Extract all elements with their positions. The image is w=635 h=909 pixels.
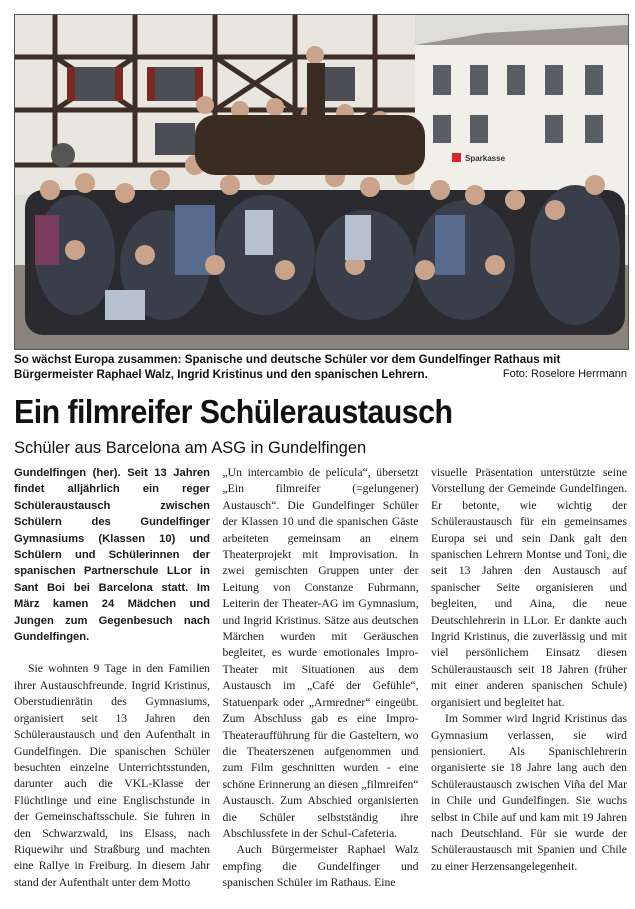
photo-caption <box>14 352 627 382</box>
article-column-1 <box>14 465 210 903</box>
article-paragraph-1: Sie wohnten 9 Tage in den Familien ihrer Austauschfreunde. Ingrid Kristinus, Oberstudienrätin des Gymnasiums, organisiert seit 13 Jahren den Schüleraustausch und den Aufenthalt in Gundelfingen. Die spanischen Schüler besuchten einzelne Unterrichtsstunden, darunter auch die VKL-Klasse der Flüchtlinge und eine Englischstunde in der Gemeinschaftsschule. Sie fuhren in den Schwarzwald, ins Elsass, nach Riquewihr und Straßburg und machten eine Rallye in Freiburg. In diesem Jahr stand der Aufenthalt unter dem Motto <box>14 662 210 889</box>
caption-text: So wächst Europa zusammen: Spanische und deutsche Schüler vor dem Gundelfinger Rathaus mit Bürgermeister Raphael Walz, Ingrid Kristinus und den spanischen Lehrern. <box>14 353 561 381</box>
article-paragraph-3: Im Sommer wird Ingrid Kristinus das Gymnasium verlassen, sie wird pensioniert. Als Spanischlehrerin organisierte sie 18 Jahre lang auch den Schüleraustausch zwischen Viña del Mar in Chile und Gundelfingen. Sie wuchs selbst in Chile auf und kam mit 19 Jahren nach Deutschland. Für sie wurde der Schüleraustausch mit Spanien und Chile zu einer Herzensangelegenheit. <box>431 712 627 873</box>
sparkasse-sign: Sparkasse <box>465 154 506 163</box>
article-paragraph-2: Auch Bürgermeister Raphael Walz empfing die Gundelfinger und spanischen Schüler im Rathaus. Eine <box>222 843 419 890</box>
article-body <box>14 465 627 903</box>
article-paragraph-1-cont: „Un intercambio de película“, übersetzt „Ein filmreifer (=gelungener) Austausch“. Die Gundelfinger Schüler der Klassen 10 und die spanischen Gäste arbeiteten gemeinsam an einem Theaterprojekt mit Improvisation. In zwei gemischten Gruppen unter der Leitung von Constanze Fuhrmann, Leiterin der Theater-AG im Gymnasium, und Ingrid Kristinus. Sätze aus deutschen Märchen wurden mit Geräuschen begleitet, es wurde emotionales Impro-Theater mit Situationen aus dem Austausch im „Café der Gefühle“, Statuenpark oder „Armredner“ eingeübt. Zum Abschluss gab es eine Impro-Theateraufführung für die Gasteltern, wo die Theaterszenen aufgenommen und zum Film geschnitten wurden - eine schöne Erinnerung an diesen „filmreifen“ Austausch. Zum Abschied organisierten die Schüler selbstständig ihre Abschlussfete in der Schul-Cafeteria. <box>222 466 419 840</box>
article-paragraph-2-cont: visuelle Präsentation unterstützte seine Vorstellung der Gemeinde Gundelfingen. Er betonte, wie wichtig der Schüleraustausch für ein gemeinsames Europa sei und sein Dank galt den spanischen Lehrern Montse und Toni, die seit 13 Jahren den Austausch auf spanischer Seite organisieren und begleiten, und Aina, die neue Deutschlehrerin in LLor. Er dankte auch Ingrid Kristinus, die zuverlässig und mit viel persönlichem Einsatz diesen Schüleraustausch seit 18 Jahren (früher mit einer anderen spanischen Schule) organisiert und begleitet hat. <box>431 466 627 709</box>
article-subheadline: Schüler aus Barcelona am ASG in Gundelfingen <box>14 439 367 457</box>
photo-credit: Foto: Roselore Herrmann <box>502 368 627 380</box>
group-photo <box>14 14 629 350</box>
article-column-2 <box>223 465 419 903</box>
article-column-3 <box>431 465 627 903</box>
article-headline: Ein filmreifer Schüleraustausch <box>14 393 453 430</box>
article-lead: Gundelfingen (her). Seit 13 Jahren findet alljährlich ein reger Schüleraustausch zwischen Schülern des Gundelfinger Gymnasiums (Klassen 10) und Schülern und Schülerinnen der spanischen Partnerschule LLor in Sant Boi bei Barcelona statt. Im März kamen 24 Mädchen und Jungen zum Gegenbesuch nach Gundelfingen. <box>14 467 210 644</box>
group-photo-illustration <box>15 15 628 349</box>
